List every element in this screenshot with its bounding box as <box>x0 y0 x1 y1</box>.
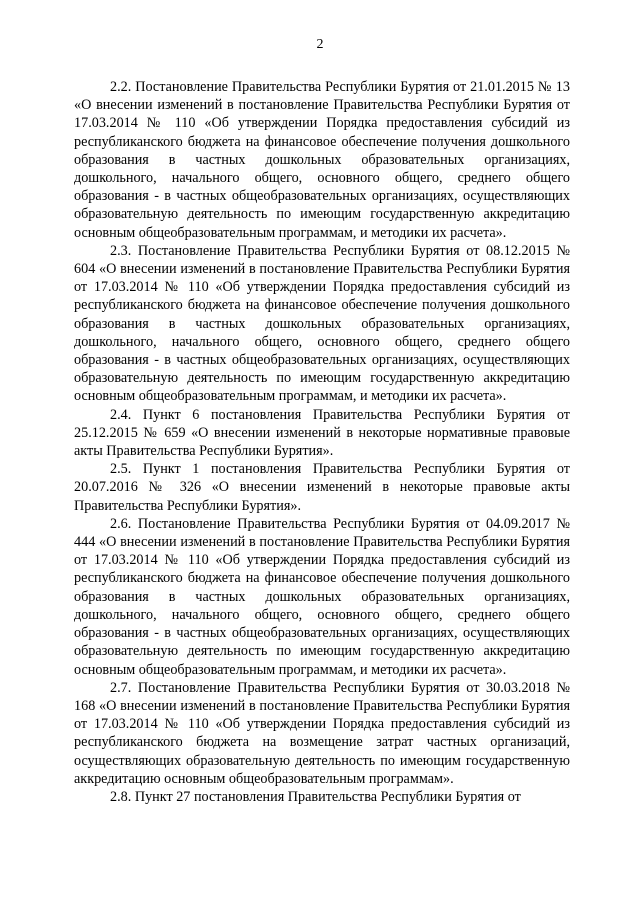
paragraph-2-7: 2.7. Постановление Правительства Республики Бурятия от 30.03.2018 № 168 «О внесении изменений в постановление Правительства Республики Бурятия от 17.03.2014 № 110 «Об утверждении Порядка предоставления субсидий из республиканского бюджета на возмещение затрат частных организаций, осуществляющих образовательную деятельность по имеющим государственную аккредитацию основным общеобразовательным программам». <box>74 679 570 787</box>
paragraph-2-3: 2.3. Постановление Правительства Республики Бурятия от 08.12.2015 № 604 «О внесении изменений в постановление Правительства Республики Бурятия от 17.03.2014 № 110 «Об утверждении Порядка предоставления субсидий из республиканского бюджета на финансовое обеспечение получения дошкольного образования в частных дошкольных образовательных организациях, дошкольного, начального общего, основного общего, среднего общего образования - в частных общеобразовательных организациях, осуществляющих образовательную деятельность по имеющим государственную аккредитацию основным общеобразовательным программам, и методики их расчета». <box>74 242 570 405</box>
page-number: 2 <box>316 37 324 52</box>
paragraph-2-5: 2.5. Пункт 1 постановления Правительства Республики Бурятия от 20.07.2016 № 326 «О внесении изменений в некоторые правовые акты Правительства Республики Бурятия». <box>74 461 570 514</box>
paragraph-2-2: 2.2. Постановление Правительства Республики Бурятия от 21.01.2015 № 13 «О внесении изменений в постановление Правительства Республики Бурятия от 17.03.2014 № 110 «Об утверждении Порядка предоставления субсидий из республиканского бюджета на финансовое обеспечение получения дошкольного образования в частных дошкольных образовательных организациях, дошкольного, начального общего, основного общего, среднего общего образования - в частных общеобразовательных организациях, осуществляющих образовательную деятельность по имеющим государственную аккредитацию основным общеобразовательным программам, и методики их расчета». <box>74 79 570 241</box>
paragraph-2-4: 2.4. Пункт 6 постановления Правительства Республики Бурятия от 25.12.2015 № 659 «О внесении изменений в некоторые нормативные правовые акты Правительства Республики Бурятия». <box>74 406 570 460</box>
paragraph-2-6: 2.6. Постановление Правительства Республики Бурятия от 04.09.2017 № 444 «О внесении изменений в постановление Правительства Республики Бурятия от 17.03.2014 № 110 «Об утверждении Порядка предоставления субсидий из республиканского бюджета на финансовое обеспечение получения дошкольного образования в частных дошкольных образовательных организациях, дошкольного, начального общего, основного общего, среднего общего образования - в частных общеобразовательных организациях, осуществляющих образовательную деятельность по имеющим государственную аккредитацию основным общеобразовательным программам, и методики их расчета». <box>74 515 570 678</box>
document-body <box>74 78 570 806</box>
paragraph-2-8: 2.8. Пункт 27 постановления Правительства Республики Бурятия от <box>110 788 521 805</box>
